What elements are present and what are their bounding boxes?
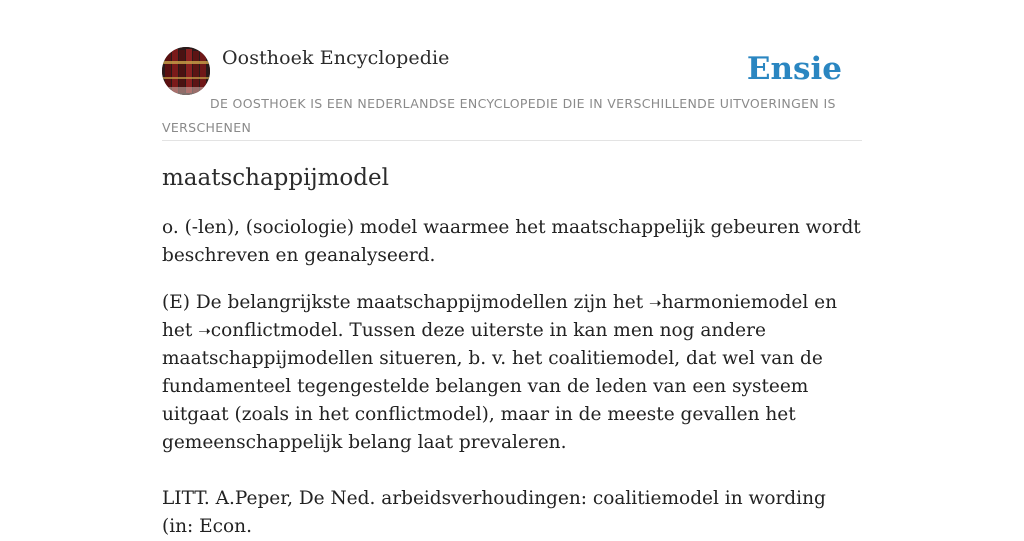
body-between: en het <box>162 292 838 341</box>
body-intro: (E) De belangrijkste maatschappijmodellen zijn het <box>162 292 650 313</box>
ensie-logo[interactable]: Ensie <box>746 51 842 87</box>
article-title: maatschappijmodel <box>162 165 389 191</box>
site-header <box>162 45 862 141</box>
conflictmodel-link-label: conflictmodel <box>210 320 338 341</box>
article-body <box>162 289 862 457</box>
encyclopedia-books-avatar[interactable] <box>162 47 210 95</box>
site-subtitle: DE OOSTHOEK IS EEN NEDERLANDSE ENCYCLOPEDIE DIE IN VERSCHILLENDE UITVOERINGEN IS VERSCHENEN <box>162 96 836 135</box>
arrow-right-icon: ➝ <box>649 294 662 312</box>
article-definition: o. (-len), (sociologie) model waarmee het maatschappelijk gebeuren wordt beschreven en geanalyseerd. <box>162 217 861 266</box>
harmoniemodel-link-label: harmoniemodel <box>661 292 809 313</box>
harmoniemodel-link[interactable] <box>649 292 808 313</box>
conflictmodel-link[interactable] <box>198 320 337 341</box>
arrow-right-icon: ➝ <box>198 322 211 340</box>
site-title-link[interactable]: Oosthoek Encyclopedie <box>222 47 450 69</box>
body-rest: . Tussen deze uiterste in kan men nog andere maatschappijmodellen situeren, b. v. het coalitiemodel, dat wel van de fundamenteel tegengestelde belangen van de leden van een systeem uitgaat (zoals in het conflictmodel), maar in de meeste gevallen het gemeenschappelijk belang laat prevaleren. <box>162 320 823 453</box>
article <box>162 160 862 541</box>
article-literature: LITT. A.Peper, De Ned. arbeidsverhoudingen: coalitiemodel in wording (in: Econ. <box>162 488 826 537</box>
